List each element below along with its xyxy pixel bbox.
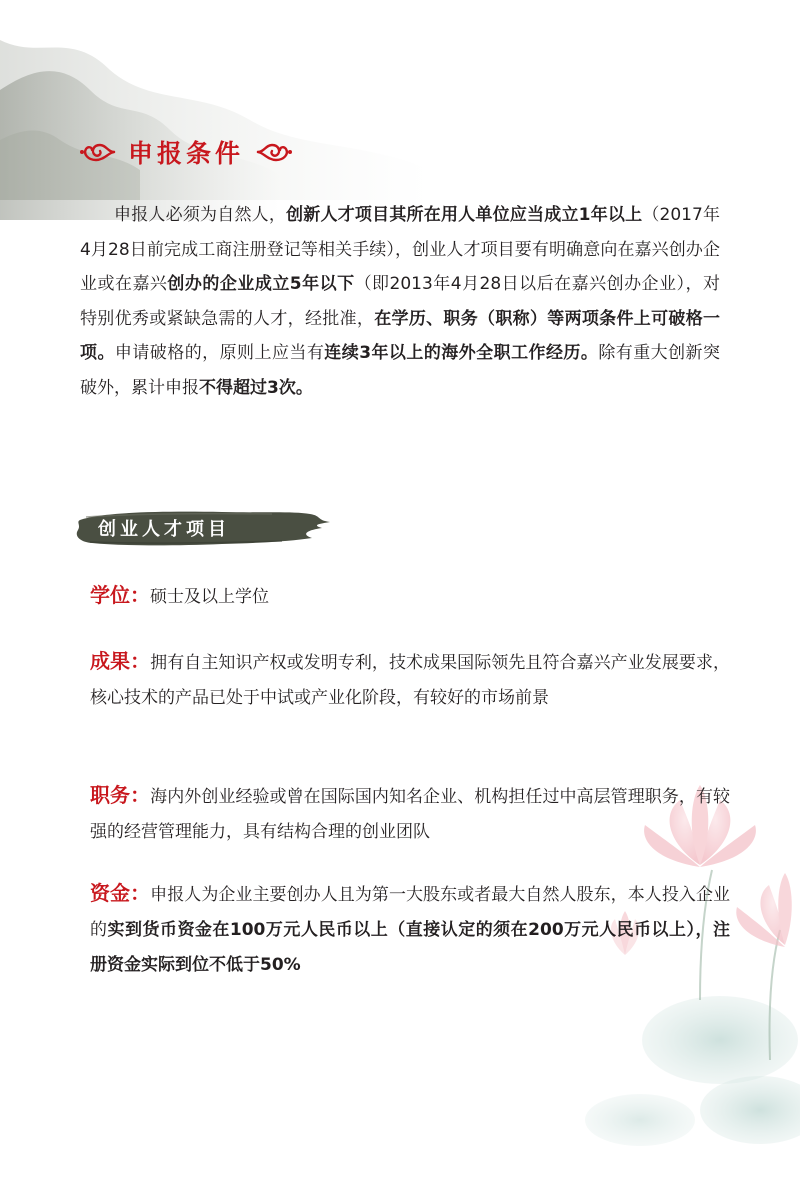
section-title: 申报条件 [128,139,245,168]
requirement-degree-text: 硕士及以上学位 [150,587,269,607]
intro-text-1: 申报人必须为自然人， [114,205,287,225]
requirement-results-text: 拥有自主知识产权或发明专利，技术成果国际领先且符合嘉兴产业发展要求，核心技术的产品已处于中试或产业化阶段，有较好的市场前景 [90,653,731,708]
requirement-funds-text: 申报人为企业主要创办人且为第一大股东或者最大自然人股东，本人投入企业的 [90,885,731,940]
subsection-label [72,508,334,550]
intro-paragraph [80,198,720,405]
requirement-position-text: 海内外创业经验或曾在国际国内知名企业、机构担任过中高层管理职务，有较强的经营管理能力，具有结构合理的创业团队 [90,787,731,842]
requirement-degree [90,578,730,615]
requirement-funds-label: 资金： [90,881,151,905]
intro-text-5: 除有重大创新突破外，累计申报 [80,343,721,398]
intro-bold-3: 在学历、职务（职称）等两项条件上可破格一项。 [80,308,721,363]
requirement-degree-label: 学位： [90,583,150,607]
intro-bold-1: 创新人才项目其所在用人单位应当成立1年以上 [286,205,643,225]
intro-bold-5: 不得超过3次。 [199,377,313,398]
requirement-funds [90,876,730,983]
requirement-results-label: 成果： [90,649,151,673]
section-header [78,132,294,172]
intro-bold-2: 创办的企业成立5年以下 [167,274,355,294]
requirement-position [90,778,730,850]
requirement-position-label: 职务： [90,783,151,807]
intro-text-2: （2017年4月28日前完成工商注册登记等相关手续），创业人才项目要有明确意向在嘉兴创办企业或在嘉兴 [80,205,721,294]
right-swirl-ornament-icon [254,139,294,165]
subsection-label-text: 创业人才项目 [98,519,230,540]
requirement-funds-bold: 实到货币资金在100万元人民币以上（直接认定的须在200万元人民币以上），注册资金实际到位不低于50% [90,920,731,975]
intro-bold-4: 连续3年以上的海外全职工作经历。 [324,343,599,363]
intro-text-4: 申请破格的，原则上应当有 [114,343,325,363]
requirement-results [90,644,730,716]
intro-text-3: （即2013年4月28日以后在嘉兴创办企业），对特别优秀或紧缺急需的人才，经批准， [80,274,720,329]
left-swirl-ornament-icon [78,139,118,165]
